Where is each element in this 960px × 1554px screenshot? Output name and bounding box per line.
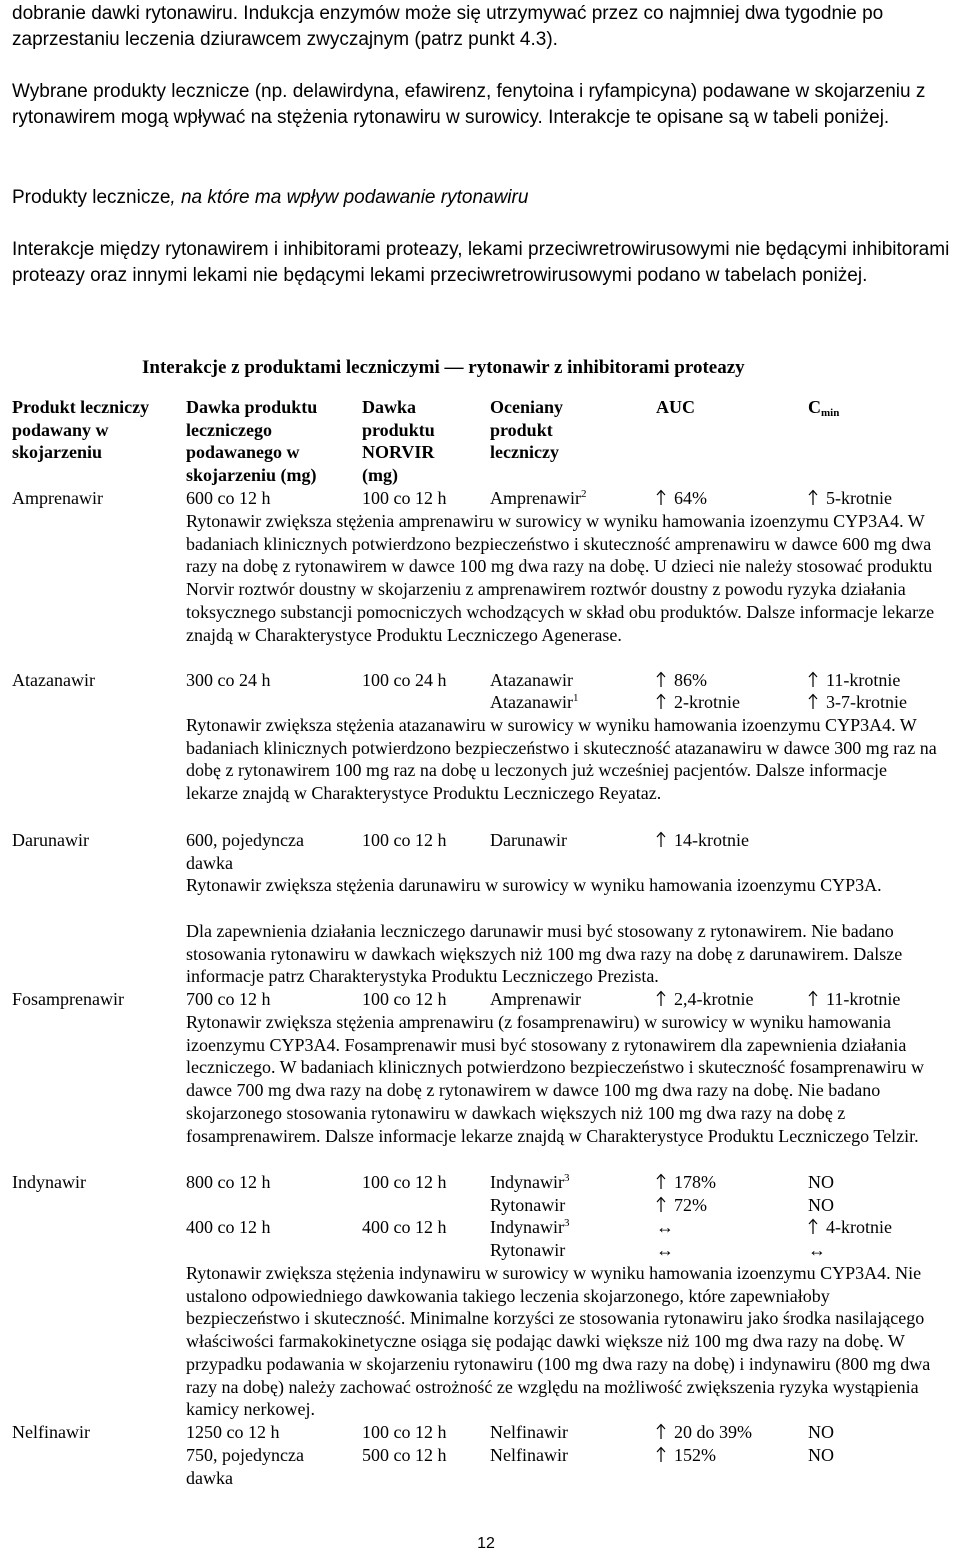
cmin-value: 3-7-krotnie (826, 692, 907, 712)
row-indynawir-evaluated-2a (490, 1216, 569, 1239)
arrow-left-right-icon: ↔ (656, 1240, 674, 1260)
auc-value: 2-krotnie (674, 692, 740, 712)
row-fosamprenawir-evaluated: Amprenawir (490, 989, 581, 1009)
row-atazanawir-cmin-2 (808, 691, 907, 714)
row-atazanawir-evaluated-1: Atazanawir (490, 670, 573, 690)
row-darunawir-name: Darunawir (12, 830, 89, 850)
row-darunawir-norvir: 100 co 12 h (362, 830, 447, 850)
row-darunawir-note-2: Dla zapewnienia działania leczniczego darunawir musi być stosowany z rytonawirem. Nie badano stosowania rytonawiru w dawkach większych niż 100 mg dwa razy na dobę z darunawirem. Dalsze informacje patrz Charakterystyka Produktu Leczniczego Prezista. (186, 921, 903, 987)
row-amprenawir-evaluated (490, 487, 586, 510)
arrow-up-icon (808, 990, 818, 1007)
arrow-up-icon (808, 693, 818, 710)
row-amprenawir-name: Amprenawir (12, 488, 103, 508)
arrow-left-right-icon: ↔ (656, 1217, 674, 1237)
evaluated-name: Indynawir (490, 1172, 564, 1192)
row-darunawir-note-1: Rytonawir zwiększa stężenia darunawiru w surowicy w wyniku hamowania izoenzymu CYP3A. (186, 875, 882, 895)
auc-value: 20 do 39% (674, 1422, 752, 1442)
row-amprenawir-dose: 600 co 12 h (186, 488, 271, 508)
intro-paragraph-1: dobranie dawki rytonawiru. Indukcja enzymów może się utrzymywać przez co najmniej dwa tygodnie po zaprzestaniu leczenia dziurawcem zwyczajnym (patrz punkt 4.3). (12, 3, 884, 50)
row-nelfinawir-norvir-2: 500 co 12 h (362, 1445, 447, 1465)
header-col5: AUC (656, 397, 695, 417)
footnote-ref: 3 (563, 1217, 570, 1229)
row-indynawir-cmin-2b (808, 1239, 826, 1262)
cmin-value: 11-krotnie (826, 989, 901, 1009)
row-indynawir-cmin-1a: NO (808, 1172, 834, 1192)
auc-value: 178% (674, 1172, 716, 1192)
row-atazanawir-dose: 300 co 24 h (186, 670, 271, 690)
row-amprenawir-auc (656, 487, 707, 510)
row-indynawir-dose-2: 400 co 12 h (186, 1217, 271, 1237)
row-nelfinawir-cmin-1: NO (808, 1422, 834, 1442)
auc-value: 72% (674, 1195, 707, 1215)
row-indynawir-norvir-2: 400 co 12 h (362, 1217, 447, 1237)
page-number: 12 (477, 1535, 495, 1552)
arrow-left-right-icon: ↔ (808, 1240, 826, 1260)
auc-value: 64% (674, 488, 707, 508)
row-fosamprenawir-note: Rytonawir zwiększa stężenia amprenawiru (z fosamprenawiru) w surowicy w wyniku hamowania izoenzymu CYP3A4. Fosamprenawir musi być stosowany z rytonawirem dla zapewnienia działania leczniczego. W badaniach klinicznych potwierdzono bezpieczeństwo i skuteczność fosamprenawiru w dawce 700 mg dwa razy na dobę z rytonawirem w dawce 100 mg dwa razy na dobę. Nie badano skojarzonego stosowania rytonawiru w dawkach większych niż 100 mg dwa razy na dobę z fosamprenawirem. Dalsze informacje lekarze znajdą w Charakterystyce Produktu Leczniczego Telzir. (186, 1012, 925, 1146)
row-indynawir-auc-1b (656, 1194, 707, 1217)
section-heading-normal: Produkty lecznicze (12, 187, 171, 208)
cmin-value: 4-krotnie (826, 1217, 892, 1237)
section-paragraph: Interakcje między rytonawirem i inhibitorami proteazy, lekami przeciwretrowirusowymi nie będącymi inhibitorami proteazy oraz innymi lekami nie będącymi lekami przeciwretrowirusowymi podano w tabelach poniżej. (12, 239, 950, 286)
row-indynawir-norvir-1: 100 co 12 h (362, 1172, 447, 1192)
row-fosamprenawir-auc (656, 988, 753, 1011)
row-darunawir-auc (656, 829, 749, 852)
arrow-up-icon (656, 671, 666, 688)
row-darunawir-evaluated: Darunawir (490, 830, 567, 850)
arrow-up-icon (656, 1446, 666, 1463)
row-indynawir-evaluated-1b: Rytonawir (490, 1195, 566, 1215)
header-col6 (808, 396, 908, 419)
header-col1: Produkt leczniczy podawany w skojarzeniu (12, 397, 150, 463)
section-heading-italic: , na które ma wpływ podawanie rytonawiru (170, 187, 529, 208)
row-atazanawir-note: Rytonawir zwiększa stężenia atazanawiru w surowicy w wyniku hamowania izoenzymu CYP3A4. W badaniach klinicznych potwierdzono bezpieczeństwo i skuteczność atazanawiru w dawce 300 mg raz na dobę z rytonawirem 100 mg raz na dobę u leczonych już wcześniej pacjentów. Dalsze informacje lekarze znajdą w Charakterystyce Produktu Leczniczego Reyataz. (186, 715, 937, 804)
intro-paragraph-2: Wybrane produkty lecznicze (np. delawirdyna, efawirenz, fenytoina i ryfampicyna) podawane w skojarzeniu z rytonawirem mogą wpływać na stężenia rytonawiru w surowicy. Interakcje te opisane są w tabeli poniżej. (12, 81, 926, 128)
arrow-up-icon (656, 831, 666, 848)
table-title: Interakcje z produktami leczniczymi — rytonawir z inhibitorami proteazy (142, 357, 745, 378)
arrow-up-icon (656, 1423, 666, 1440)
cmin-value: 5-krotnie (826, 488, 892, 508)
row-nelfinawir-auc-1 (656, 1421, 752, 1444)
row-atazanawir-norvir: 100 co 24 h (362, 670, 447, 690)
row-atazanawir-cmin-1 (808, 669, 900, 692)
footnote-ref: 2 (580, 488, 587, 500)
row-indynawir-auc-1a (656, 1171, 716, 1194)
evaluated-name: Indynawir (490, 1217, 564, 1237)
row-indynawir-auc-2b (656, 1239, 674, 1262)
row-atazanawir-auc-2 (656, 691, 740, 714)
header-col6-sub: min (821, 407, 840, 419)
auc-value: 86% (674, 670, 707, 690)
row-atazanawir-name: Atazanawir (12, 670, 95, 690)
auc-value: 152% (674, 1445, 716, 1465)
row-indynawir-evaluated-1a (490, 1171, 569, 1194)
row-fosamprenawir-name: Fosamprenawir (12, 989, 124, 1009)
arrow-up-icon (656, 990, 666, 1007)
arrow-up-icon (656, 693, 666, 710)
section-heading (12, 185, 952, 211)
auc-value: 14-krotnie (674, 830, 749, 850)
row-fosamprenawir-norvir: 100 co 12 h (362, 989, 447, 1009)
header-col2: Dawka produktu leczniczego podawanego w skojarzeniu (mg) (186, 397, 318, 485)
row-indynawir-cmin-2a (808, 1216, 892, 1239)
row-nelfinawir-dose-1: 1250 co 12 h (186, 1422, 280, 1442)
row-indynawir-note: Rytonawir zwiększa stężenia indynawiru w surowicy w wyniku hamowania izoenzymu CYP3A4. Nie ustalono odpowiedniego dawkowania takiego leczenia skojarzonego, które zapewniałoby bezpieczeństwo i skuteczność. Minimalne korzyści ze stosowania rytonawiru jako środka nasilającego właściwości farmakokinetyczne osiąga się podając dawki większe niż 100 mg dwa razy na dobę. W przypadku podawania w skojarzeniu rytonawiru (100 mg dwa razy na dobę) i indynawiru (800 mg dwa razy na dobę) należy zachować ostrożność ze względu na możliwość zwiększenia ryzyka wystąpienia kamicy nerkowej. (186, 1263, 931, 1420)
row-indynawir-evaluated-2b: Rytonawir (490, 1240, 566, 1260)
evaluated-name: Atazanawir (490, 692, 573, 712)
row-nelfinawir-name: Nelfinawir (12, 1422, 90, 1442)
row-amprenawir-note: Rytonawir zwiększa stężenia amprenawiru w surowicy w wyniku hamowania izoenzymu CYP3A4. W badaniach klinicznych potwierdzono bezpieczeństwo i skuteczność amprenawiru w dawce 600 mg dwa razy na dobę z rytonawirem w dawce 100 mg dwa razy na dobę. U dzieci nie należy stosować produktu Norvir roztwór doustny w skojarzeniu z amprenawirem roztwór doustny z powodu ryzyka działania toksycznego substancji pomocniczych wchodzących w skład obu produktów. Dalsze informacje lekarze znajdą w Charakterystyce Produktu Leczniczego Agenerase. (186, 511, 935, 645)
row-atazanawir-auc-1 (656, 669, 707, 692)
arrow-up-icon (808, 489, 818, 506)
row-nelfinawir-evaluated-2: Nelfinawir (490, 1445, 568, 1465)
row-atazanawir-evaluated-2 (490, 691, 578, 714)
row-nelfinawir-norvir-1: 100 co 12 h (362, 1422, 447, 1442)
row-indynawir-name: Indynawir (12, 1172, 86, 1192)
row-indynawir-cmin-1b: NO (808, 1195, 834, 1215)
arrow-up-icon (808, 1218, 818, 1235)
row-nelfinawir-dose-2: 750, pojedyncza dawka (186, 1445, 304, 1488)
header-col6-main: C (808, 397, 821, 417)
row-amprenawir-cmin (808, 487, 892, 510)
header-col4: Oceniany produkt leczniczy (490, 397, 564, 463)
footnote-ref: 3 (563, 1172, 570, 1184)
evaluated-name: Amprenawir (490, 488, 581, 508)
row-nelfinawir-evaluated-1: Nelfinawir (490, 1422, 568, 1442)
row-nelfinawir-auc-2 (656, 1444, 716, 1467)
row-nelfinawir-cmin-2: NO (808, 1445, 834, 1465)
arrow-up-icon (656, 1173, 666, 1190)
row-fosamprenawir-cmin (808, 988, 900, 1011)
arrow-up-icon (656, 1196, 666, 1213)
header-col3: Dawka produktu NORVIR (mg) (362, 397, 435, 485)
arrow-up-icon (656, 489, 666, 506)
row-fosamprenawir-dose: 700 co 12 h (186, 989, 271, 1009)
auc-value: 2,4-krotnie (674, 989, 754, 1009)
footnote-ref: 1 (572, 692, 579, 704)
arrow-up-icon (808, 671, 818, 688)
row-amprenawir-norvir: 100 co 12 h (362, 488, 447, 508)
row-indynawir-dose-1: 800 co 12 h (186, 1172, 271, 1192)
row-darunawir-dose: 600, pojedyncza dawka (186, 830, 304, 873)
cmin-value: 11-krotnie (826, 670, 901, 690)
row-indynawir-auc-2a (656, 1216, 674, 1239)
